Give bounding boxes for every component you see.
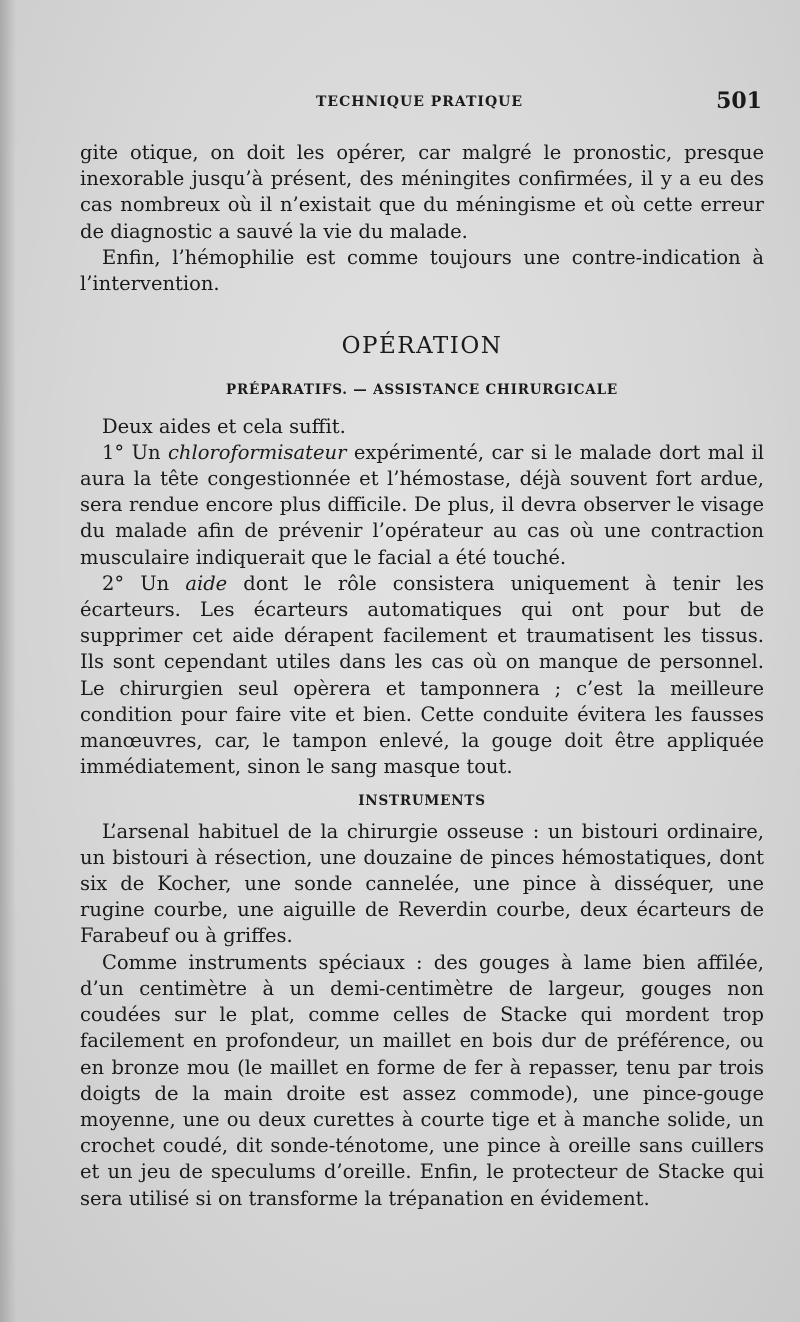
paragraph-intro-2: Enfin, l’hémophilie est comme toujours une contre-indication à l’intervention.	[80, 245, 764, 296]
paragraph-item-1	[80, 440, 764, 571]
item-2-prefix: Un	[140, 571, 170, 595]
item-1-emphasis: chloroformisateur	[167, 440, 347, 464]
subsection-title-instruments: INSTRUMENTS	[358, 793, 486, 810]
item-1-number: 1°	[102, 440, 125, 464]
item-2-emphasis: aide	[185, 571, 228, 595]
item-1-text: expérimenté, car si le malade dort mal il aura la tête congestionnée et l’hémostase, déjà souvent fort ardue, sera rendue encore plus difficile. De plus, il devra observer le visage du malade afin de prévenir l’opérateur au cas où une contraction musculaire indiquerait que le facial a été touché.	[80, 440, 764, 569]
page-edge-shadow	[0, 0, 16, 1322]
item-2-text: dont le rôle consistera uniquement à tenir les écarteurs. Les écarteurs automatiques qui ont pour but de supprimer cet aide dérapent facilement et traumatisent les tissus. Ils sont cependant utiles dans les cas où on manque de personnel. Le chirurgien seul opèrera et tamponnera ; c’est la meilleure condition pour faire vite et bien. Cette conduite évitera les fausses manœuvres, car, le tampon enlevé, la gouge doit être appliquée immédiatement, sinon le sang masque tout.	[80, 571, 765, 779]
paragraph-intro-1: gite otique, on doit les opérer, car malgré le pronostic, presque inexorable jusqu’à présent, des méningites confirmées, il y a eu des cas nombreux où il n’existait que du méningisme et où cette erreur de diagnostic a sauvé la vie du malade.	[80, 141, 764, 243]
paragraph-assistants: Deux aides et cela suffit.	[102, 414, 346, 438]
item-2-number: 2°	[102, 571, 125, 595]
item-1-prefix: Un	[131, 440, 161, 464]
page-body	[80, 140, 764, 1212]
page-header	[96, 88, 764, 122]
paragraph-arsenal: L’arsenal habituel de la chirurgie osseuse : un bistouri ordinaire, un bistouri à résection, une douzaine de pinces hémostatiques, dont six de Kocher, une sonde cannelée, une pince à disséquer, une rugine courbe, une aiguille de Reverdin courbe, deux écarteurs de Farabeuf ou à griffes.	[80, 819, 764, 948]
paragraph-special-instruments: Comme instruments spéciaux : des gouges à lame bien affilée, d’un centimètre à un demi-centimètre de largeur, gouges non coudées sur le plat, comme celles de Stacke qui mordent trop facilement en profondeur, un maillet en bois dur de préférence, ou en bronze mou (le maillet en forme de fer à repasser, tenu par trois doigts de la main droite est assez commode), une pince-gouge moyenne, une ou deux curettes à courte tige et à manche solide, un crochet coudé, dit sonde-ténotome, une pince à oreille sans cuillers et un jeu de speculums d’oreille. Enfin, le protecteur de Stacke qui sera utilisé si on transforme la trépanation en évidement.	[80, 950, 764, 1210]
running-title: TECHNIQUE PRATIQUE	[316, 94, 524, 110]
subsection-title-preparatifs: PRÉPARATIFS. — ASSISTANCE CHIRURGICALE	[226, 382, 618, 399]
paragraph-item-2	[80, 571, 764, 781]
section-title-operation: OPÉRATION	[341, 333, 503, 360]
page-number: 501	[716, 88, 762, 114]
